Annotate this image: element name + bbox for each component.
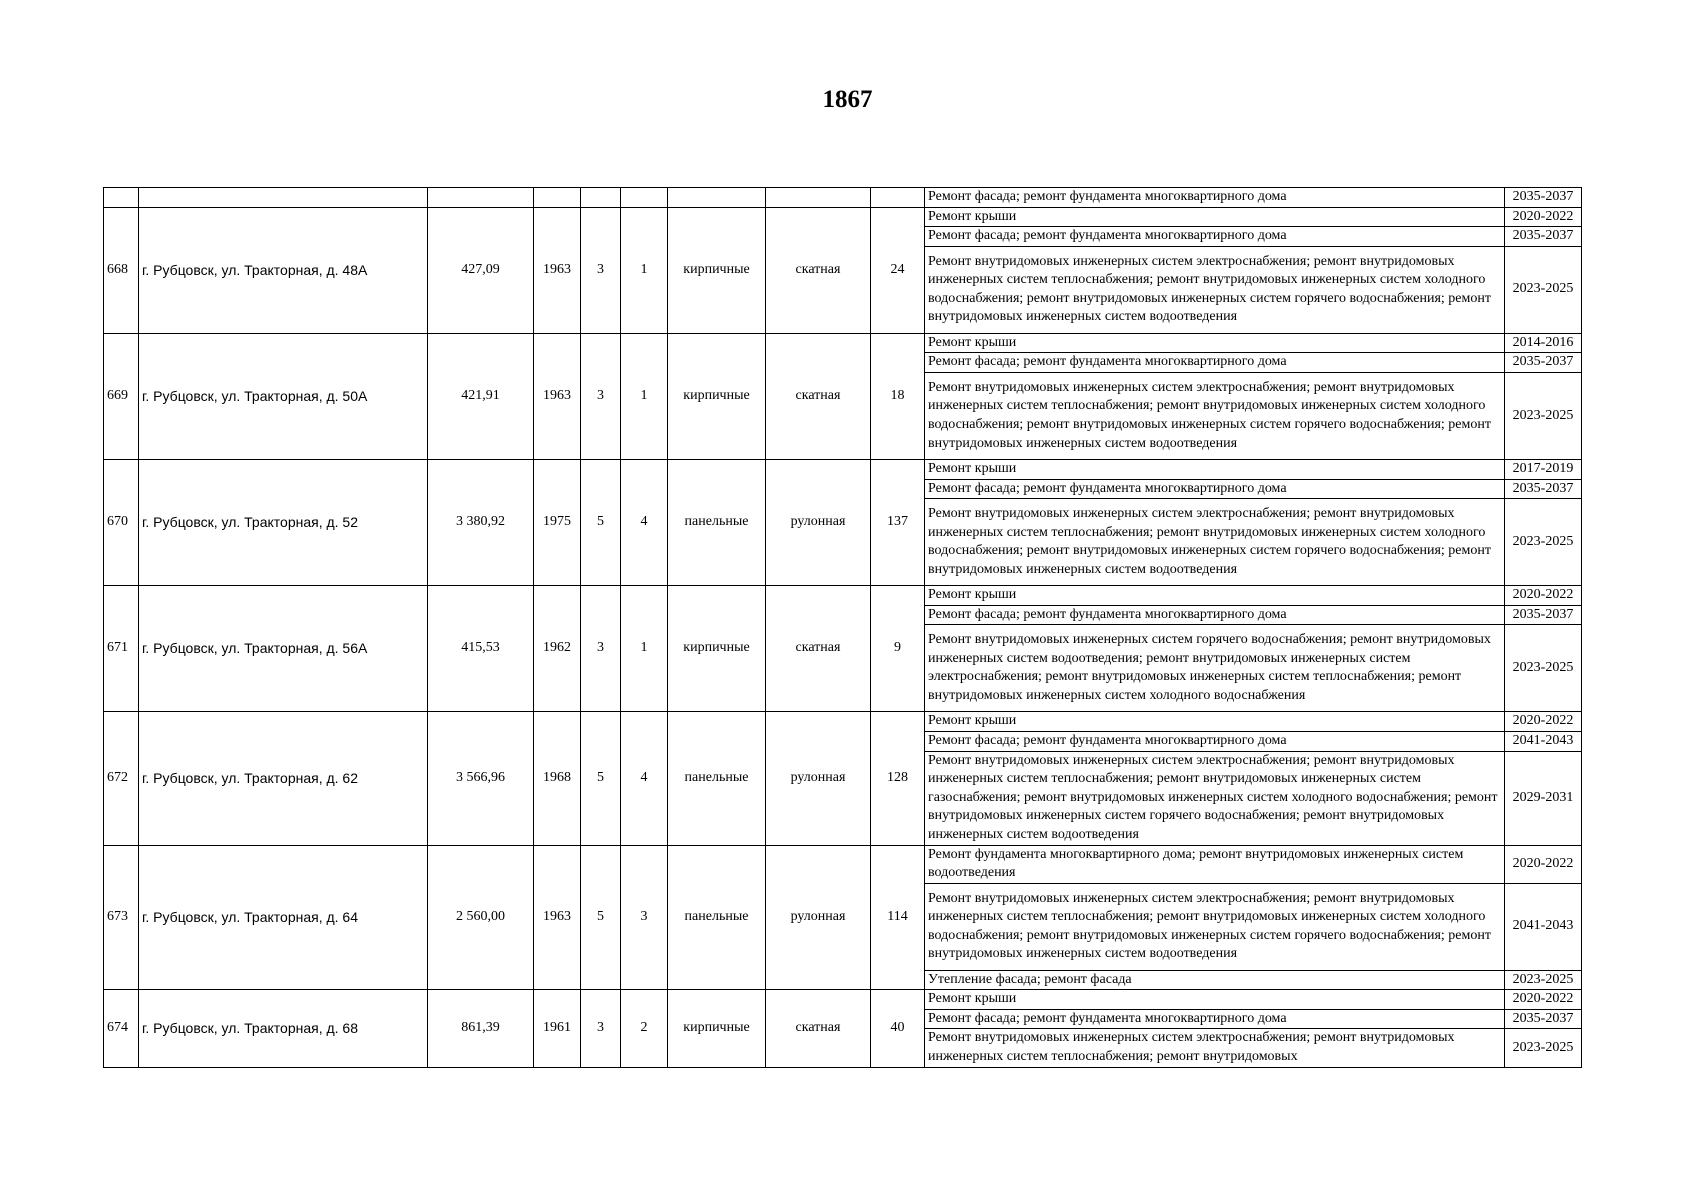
building-roof: рулонная <box>766 845 871 990</box>
work-period: 2014-2016 <box>1505 333 1582 353</box>
work-description: Ремонт внутридомовых инженерных систем горячего водоснабжения; ремонт внутридомовых инженерных систем водоотведения; ремонт внутридомовых инженерных систем электроснабжения; ремонт внутридомовых инженерных систем теплоснабжения; ремонт внутридомовых инженерных систем холодного водоснабжения <box>925 625 1505 712</box>
work-description: Ремонт внутридомовых инженерных систем электроснабжения; ремонт внутридомовых инженерных систем теплоснабжения; ремонт внутридомовых инженерных систем холодного водоснабжения; ремонт внутридомовых инженерных систем горячего водоснабжения; ремонт внутридомовых инженерных систем водоотведения <box>925 883 1505 970</box>
building-flats: 24 <box>871 207 925 333</box>
table-row <box>104 586 1582 606</box>
work-description: Ремонт фасада; ремонт фундамента многоквартирного дома <box>925 479 1505 499</box>
building-entrances: 2 <box>621 990 668 1067</box>
table-row <box>104 333 1582 353</box>
building-walls: панельные <box>668 845 766 990</box>
buildings-table-body <box>104 188 1582 1068</box>
work-description: Ремонт фасада; ремонт фундамента многоквартирного дома <box>925 188 1505 208</box>
building-roof: скатная <box>766 586 871 712</box>
cell-empty <box>581 188 621 208</box>
work-period: 2020-2022 <box>1505 207 1582 227</box>
buildings-table <box>103 187 1582 1068</box>
work-description: Ремонт крыши <box>925 990 1505 1010</box>
building-floors: 3 <box>581 333 621 459</box>
work-period: 2023-2025 <box>1505 372 1582 459</box>
building-entrances: 4 <box>621 459 668 585</box>
work-description: Ремонт крыши <box>925 459 1505 479</box>
building-number: 672 <box>104 712 139 845</box>
table-row <box>104 459 1582 479</box>
building-roof: рулонная <box>766 712 871 845</box>
work-period: 2035-2037 <box>1505 1009 1582 1029</box>
building-area: 3 380,92 <box>428 459 534 585</box>
cell-empty <box>668 188 766 208</box>
cell-empty <box>139 188 428 208</box>
building-floors: 5 <box>581 712 621 845</box>
work-period: 2023-2025 <box>1505 1029 1582 1067</box>
work-period: 2023-2025 <box>1505 499 1582 586</box>
building-flats: 40 <box>871 990 925 1067</box>
cell-empty <box>766 188 871 208</box>
work-description: Ремонт внутридомовых инженерных систем электроснабжения; ремонт внутридомовых инженерных систем теплоснабжения; ремонт внутридомовых инженерных систем холодного водоснабжения; ремонт внутридомовых инженерных систем горячего водоснабжения; ремонт внутридомовых инженерных систем водоотведения <box>925 499 1505 586</box>
building-floors: 5 <box>581 845 621 990</box>
building-address: г. Рубцовск, ул. Тракторная, д. 50А <box>139 333 428 459</box>
building-year: 1975 <box>534 459 581 585</box>
building-entrances: 4 <box>621 712 668 845</box>
table-row <box>104 207 1582 227</box>
building-number: 670 <box>104 459 139 585</box>
cell-empty <box>428 188 534 208</box>
table-row <box>104 845 1582 883</box>
building-roof: рулонная <box>766 459 871 585</box>
work-period: 2035-2037 <box>1505 479 1582 499</box>
work-period: 2035-2037 <box>1505 605 1582 625</box>
work-description: Утепление фасада; ремонт фасада <box>925 970 1505 990</box>
building-area: 427,09 <box>428 207 534 333</box>
work-description: Ремонт фасада; ремонт фундамента многоквартирного дома <box>925 227 1505 247</box>
building-walls: кирпичные <box>668 990 766 1067</box>
building-flats: 137 <box>871 459 925 585</box>
work-period: 2035-2037 <box>1505 353 1582 373</box>
building-flats: 18 <box>871 333 925 459</box>
building-walls: панельные <box>668 712 766 845</box>
work-description: Ремонт фасада; ремонт фундамента многоквартирного дома <box>925 1009 1505 1029</box>
building-entrances: 1 <box>621 207 668 333</box>
building-address: г. Рубцовск, ул. Тракторная, д. 68 <box>139 990 428 1067</box>
work-description: Ремонт фасада; ремонт фундамента многоквартирного дома <box>925 731 1505 751</box>
building-area: 421,91 <box>428 333 534 459</box>
building-walls: кирпичные <box>668 586 766 712</box>
building-number: 674 <box>104 990 139 1067</box>
building-area: 2 560,00 <box>428 845 534 990</box>
building-flats: 114 <box>871 845 925 990</box>
cell-empty <box>104 188 139 208</box>
building-year: 1962 <box>534 586 581 712</box>
building-roof: скатная <box>766 333 871 459</box>
work-description: Ремонт крыши <box>925 586 1505 606</box>
table-row <box>104 990 1582 1010</box>
building-number: 671 <box>104 586 139 712</box>
building-address: г. Рубцовск, ул. Тракторная, д. 64 <box>139 845 428 990</box>
table-row <box>104 712 1582 732</box>
work-period: 2023-2025 <box>1505 970 1582 990</box>
building-floors: 3 <box>581 586 621 712</box>
building-year: 1961 <box>534 990 581 1067</box>
work-period: 2023-2025 <box>1505 625 1582 712</box>
work-period: 2020-2022 <box>1505 845 1582 883</box>
work-period: 2029-2031 <box>1505 751 1582 845</box>
work-description: Ремонт крыши <box>925 712 1505 732</box>
building-year: 1968 <box>534 712 581 845</box>
building-flats: 9 <box>871 586 925 712</box>
building-floors: 3 <box>581 207 621 333</box>
building-address: г. Рубцовск, ул. Тракторная, д. 56А <box>139 586 428 712</box>
work-description: Ремонт внутридомовых инженерных систем электроснабжения; ремонт внутридомовых инженерных систем теплоснабжения; ремонт внутридомовых инженерных систем газоснабжения; ремонт внутридомовых инженерных систем холодного водоснабжения; ремонт внутридомовых инженерных систем горячего водоснабжения; ремонт внутридомовых инженерных систем водоотведения <box>925 751 1505 845</box>
work-description: Ремонт крыши <box>925 333 1505 353</box>
building-walls: кирпичные <box>668 207 766 333</box>
work-period: 2041-2043 <box>1505 731 1582 751</box>
cell-empty <box>871 188 925 208</box>
building-area: 861,39 <box>428 990 534 1067</box>
building-number: 669 <box>104 333 139 459</box>
building-walls: кирпичные <box>668 333 766 459</box>
building-walls: панельные <box>668 459 766 585</box>
work-period: 2020-2022 <box>1505 990 1582 1010</box>
cell-empty <box>534 188 581 208</box>
work-description: Ремонт фундамента многоквартирного дома; ремонт внутридомовых инженерных систем водоотведения <box>925 845 1505 883</box>
building-address: г. Рубцовск, ул. Тракторная, д. 48А <box>139 207 428 333</box>
building-floors: 3 <box>581 990 621 1067</box>
work-description: Ремонт крыши <box>925 207 1505 227</box>
continued-row <box>104 188 1582 208</box>
building-area: 3 566,96 <box>428 712 534 845</box>
building-year: 1963 <box>534 845 581 990</box>
work-period: 2035-2037 <box>1505 188 1582 208</box>
building-entrances: 1 <box>621 586 668 712</box>
building-address: г. Рубцовск, ул. Тракторная, д. 62 <box>139 712 428 845</box>
work-period: 2035-2037 <box>1505 227 1582 247</box>
building-year: 1963 <box>534 333 581 459</box>
work-period: 2020-2022 <box>1505 586 1582 606</box>
work-period: 2041-2043 <box>1505 883 1582 970</box>
work-description: Ремонт внутридомовых инженерных систем электроснабжения; ремонт внутридомовых инженерных систем теплоснабжения; ремонт внутридомовых инженерных систем холодного водоснабжения; ремонт внутридомовых инженерных систем горячего водоснабжения; ремонт внутридомовых инженерных систем водоотведения <box>925 372 1505 459</box>
building-number: 673 <box>104 845 139 990</box>
work-description: Ремонт фасада; ремонт фундамента многоквартирного дома <box>925 605 1505 625</box>
cell-empty <box>621 188 668 208</box>
building-entrances: 3 <box>621 845 668 990</box>
building-address: г. Рубцовск, ул. Тракторная, д. 52 <box>139 459 428 585</box>
building-number: 668 <box>104 207 139 333</box>
work-description: Ремонт фасада; ремонт фундамента многоквартирного дома <box>925 353 1505 373</box>
work-period: 2020-2022 <box>1505 712 1582 732</box>
work-description: Ремонт внутридомовых инженерных систем электроснабжения; ремонт внутридомовых инженерных систем теплоснабжения; ремонт внутридомовых инженерных систем холодного водоснабжения; ремонт внутридомовых инженерных систем горячего водоснабжения; ремонт внутридомовых инженерных систем водоотведения <box>925 246 1505 333</box>
work-description: Ремонт внутридомовых инженерных систем электроснабжения; ремонт внутридомовых инженерных систем теплоснабжения; ремонт внутридомовых <box>925 1029 1505 1067</box>
building-roof: скатная <box>766 990 871 1067</box>
page-number: 1867 <box>822 86 873 113</box>
building-entrances: 1 <box>621 333 668 459</box>
building-area: 415,53 <box>428 586 534 712</box>
building-floors: 5 <box>581 459 621 585</box>
building-year: 1963 <box>534 207 581 333</box>
work-period: 2023-2025 <box>1505 246 1582 333</box>
work-period: 2017-2019 <box>1505 459 1582 479</box>
building-roof: скатная <box>766 207 871 333</box>
building-flats: 128 <box>871 712 925 845</box>
